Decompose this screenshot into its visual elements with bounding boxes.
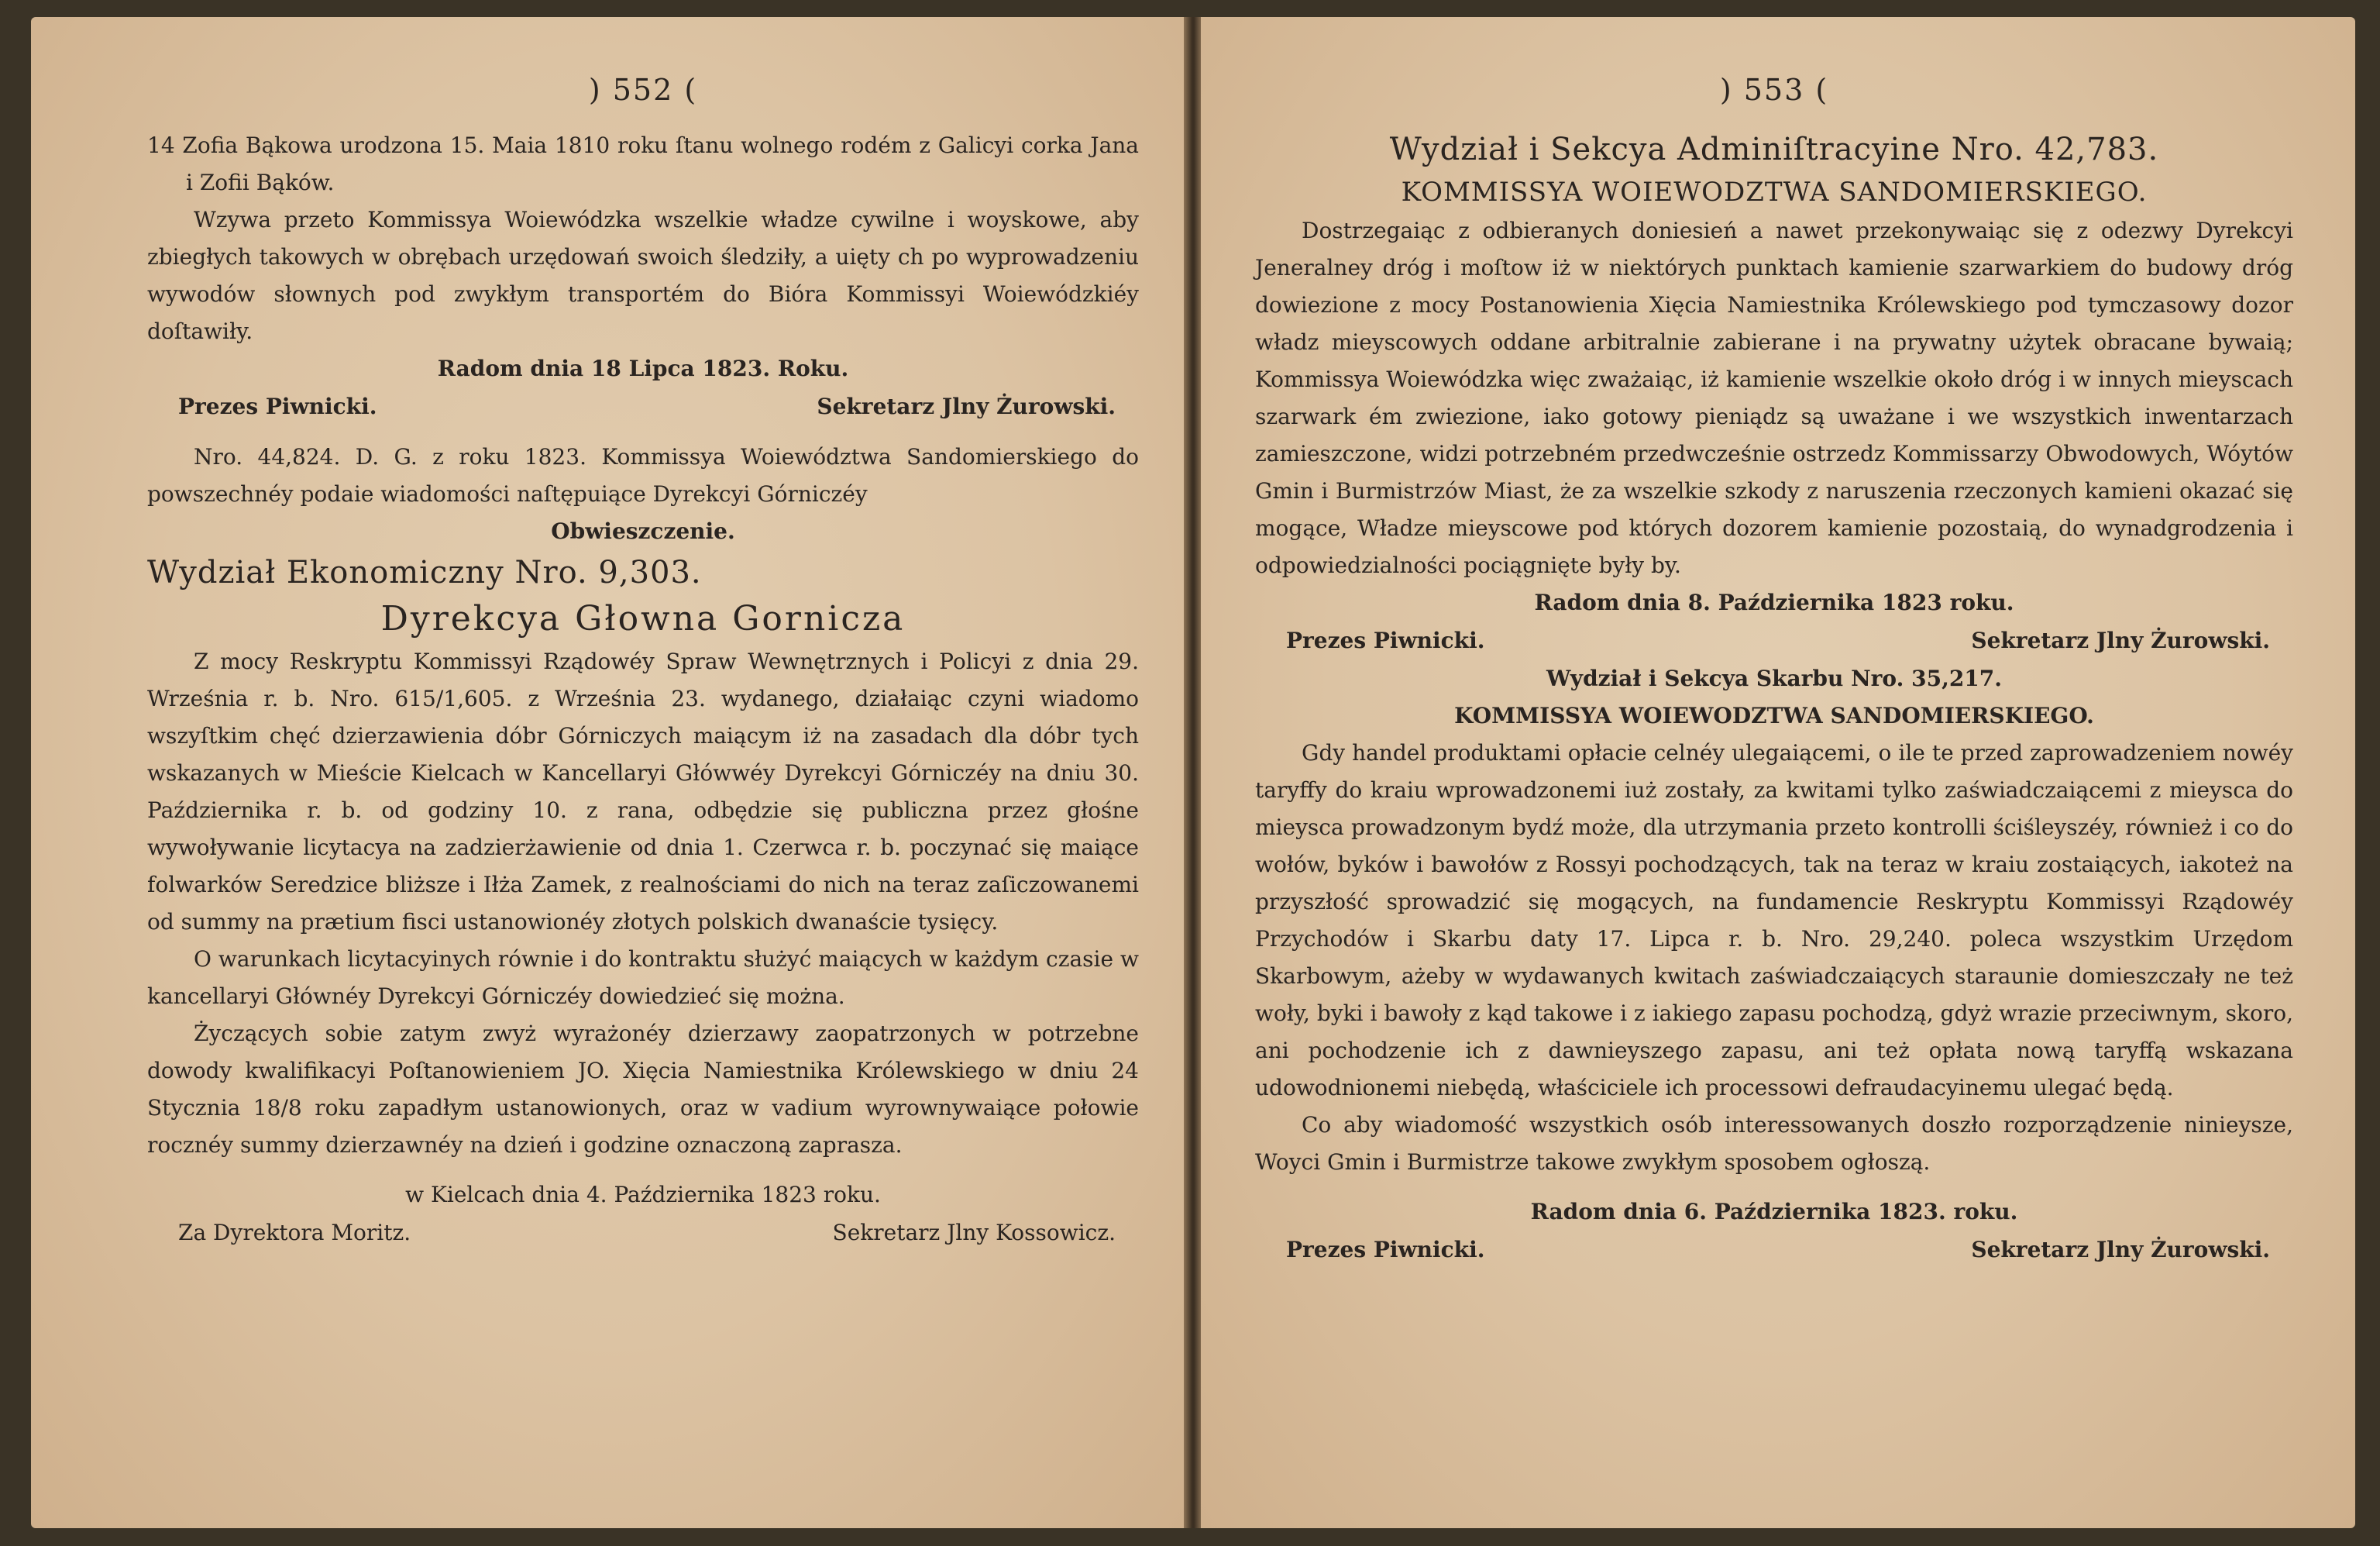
director-signature: Za Dyrektora Moritz. bbox=[178, 1220, 411, 1245]
left-page bbox=[31, 17, 1185, 1528]
customs-paragraph: Gdy handel produktami opłacie celnéy ulegaiącemi, o ile te przed zaprowadzeniem nowéy taryffy do kraiu wprowadzonemi iuż zostały, za kwitami tylko zaświadczaiącemi z mieysca do mieysca prowadzonym bydź może, dla utrzymania przeto kontrolli ściśleyszéy, również i co do wołów, byków i bawołów z Rossyi pochodzących, tak na teraz w kraiu zostaiących, iakoteż na przyszłość sprowadzić się mogących, na fundamencie Reskryptu Kommissyi Rządowéy Przychodów i Skarbu daty 17. Lipca r. b. Nro. 29,240. poleca wszystkim Urzędom Skarbowym, ażeby w wydawanych kwitach zaświadczaiących staraunie domieszczały ne też woły, byki i bawoły z kąd takowe i z iakiego zapasu pochodzą, gdyż wrazie przeciwnym, skoro, ani pochodzenie ich z dawnieyszego zapasu, ani też opłata nową taryffą wskazana udowodnionemi niebędą, właściciele ich processowi defraudacyinemu ulegać będą. bbox=[1255, 740, 2293, 1100]
secretary-signature-right: Sekretarz Jlny Żurowski. bbox=[1971, 628, 2270, 653]
directorate-heading: Dyrekcya Głowna Gornicza bbox=[380, 599, 906, 639]
signature-row-right-2 bbox=[1255, 1231, 2293, 1269]
register-entry: 14 Zofia Bąkowa urodzona 15. Maia 1810 roku ſtanu wolnego rodém z Galicyi corka Jana i Zofii Bąków. bbox=[147, 133, 1139, 195]
notice-heading: Obwieszczenie. bbox=[551, 518, 735, 544]
secretary-signature-2: Sekretarz Jlny Kossowicz. bbox=[832, 1220, 1116, 1245]
book-gutter bbox=[1184, 17, 1202, 1528]
department-heading-right-2: Wydział i Sekcya Skarbu Nro. 35,217. bbox=[1546, 666, 2003, 691]
place-date-right-2: Radom dnia 6. Października 1823. roku. bbox=[1530, 1199, 2018, 1224]
department-heading-right: Wydział i Sekcya Adminiſtracyine Nro. 42,783. bbox=[1389, 132, 2159, 167]
conditions-paragraph: O warunkach licytacyinych równie i do kontraktu służyć maiących w każdym czasie w kancellaryi Głównéy Dyrekcyi Górniczéy dowiedzieć się można. bbox=[147, 946, 1139, 1009]
department-heading: Wydział Ekonomiczny Nro. 9,303. bbox=[147, 555, 702, 591]
page-number-right: ) 553 ( bbox=[1719, 73, 1829, 107]
president-signature-right-2: Prezes Piwnicki. bbox=[1286, 1237, 1485, 1262]
invitation-paragraph: Życzących sobie zatym zwyż wyrażonéy dzierzawy zaopatrzonych w potrzebne dowody kwalifikacyi Poſtanowieniem JO. Xięcia Namiestnika Królewskiego w dniu 24 Stycznia 18/8 roku zapadłym ustanowionych, oraz w vadium wyrownywaiące połowie rocznéy summy dzierzawnéy na dzień i godzine oznaczoną zaprasza. bbox=[147, 1021, 1139, 1158]
summons-paragraph: Wzywa przeto Kommissya Woiewódzka wszelkie władze cywilne i woyskowe, aby zbiegłych takowych w obrębach urzędowań swoich śledziły, a uięty ch po wyprowadzeniu wywodów słownych pod zwykłym transportém do Bióra Kommissyi Woiewódzkiéy doſtawiły. bbox=[147, 207, 1139, 344]
place-date: Radom dnia 18 Lipca 1823. Roku. bbox=[437, 356, 849, 381]
president-signature: Prezes Piwnicki. bbox=[178, 394, 377, 419]
stones-paragraph: Dostrzegaiąc z odbieranych doniesień a nawet przekonywaiąc się z odezwy Dyrekcyi Jeneralney dróg i moſtow iż w niektórych punktach kamienie szarwarkiem do budowy dróg dowiezione z mocy Postanowienia Xięcia Namiestnika Królewskiego pod tymczasowy dozor władz mieyscowych oddane arbitralnie zabierane i na prywatny użytek obracane bywaią; Kommissya Woiewódzka więc zważaiąc, iż kamienie wszelkie około dróg i w innych mieyscach szarwark ém zwiezione, iako gotowy pieniądz są uważane i we wszystkich inwentarzach zamieszczone, widzi potrzebném przedwcześnie ostrzedz Kommissarzy Obwodowych, Wóytów Gmin i Burmistrzów Miast, że za wszelkie szkody z naruszenia rzeczonych kamieni okazać się mogące, Władze mieyscowe pod których dozorem kamienie pozostaią, do wynadgrodzenia i odpowiedzialności pociągnięte były by. bbox=[1255, 218, 2293, 578]
publication-paragraph: Co aby wiadomość wszystkich osób interessowanych doszło rozporządzenie ninieysze, Woyci Gmin i Burmistrze takowe zwykłym sposobem ogłoszą. bbox=[1255, 1112, 2293, 1175]
commission-heading-2: KOMMISSYA WOIEWODZTWA SANDOMIERSKIEGO. bbox=[1454, 703, 2094, 728]
commission-heading: KOMMISSYA WOIEWODZTWA SANDOMIERSKIEGO. bbox=[1401, 177, 2148, 208]
secretary-signature: Sekretarz Jlny Żurowski. bbox=[817, 394, 1116, 419]
page-number: ) 552 ( bbox=[588, 73, 698, 107]
signature-row-right bbox=[1255, 621, 2293, 660]
book-spread bbox=[31, 17, 2355, 1528]
secretary-signature-right-2: Sekretarz Jlny Żurowski. bbox=[1971, 1237, 2270, 1262]
president-signature-right: Prezes Piwnicki. bbox=[1286, 628, 1485, 653]
place-date-2: w Kielcach dnia 4. Października 1823 roku. bbox=[405, 1182, 881, 1207]
right-page bbox=[1201, 17, 2355, 1528]
place-date-right: Radom dnia 8. Października 1823 roku. bbox=[1534, 590, 2014, 615]
signature-row-2 bbox=[147, 1214, 1139, 1252]
lease-paragraph: Z mocy Reskryptu Kommissyi Rządowéy Spraw Wewnętrznych i Policyi z dnia 29. Września r. b. Nro. 615/1,605. z Września 23. wydanego, działaiąc czyni wiadomo wszyſtkim chęć dzierzawienia dóbr Górniczych maiącym iż na zasadach dla dóbr tych wskazanych w Mieście Kielcach w Kancellaryi Główwéy Dyrekcyi Górniczéy na dniu 30. Października r. b. od godziny 10. z rana, odbędzie się publiczna przez głośne wywoływanie licytacya na zadzierżawienie od dnia 1. Czerwca r. b. poczynać się maiące folwarków Seredzice bliższe i Iłża Zamek, z realnościami do nich na teraz zaſiczowanemi od summy na prætium fisci ustanowionéy złotych polskich dwanaście tysięcy. bbox=[147, 649, 1139, 935]
notice-intro: Nro. 44,824. D. G. z roku 1823. Kommissya Woiewództwa Sandomierskiego do powszechnéy podaie wiadomości naſtępuiące Dyrekcyi Górniczéy bbox=[147, 444, 1139, 507]
signature-row bbox=[147, 387, 1139, 426]
